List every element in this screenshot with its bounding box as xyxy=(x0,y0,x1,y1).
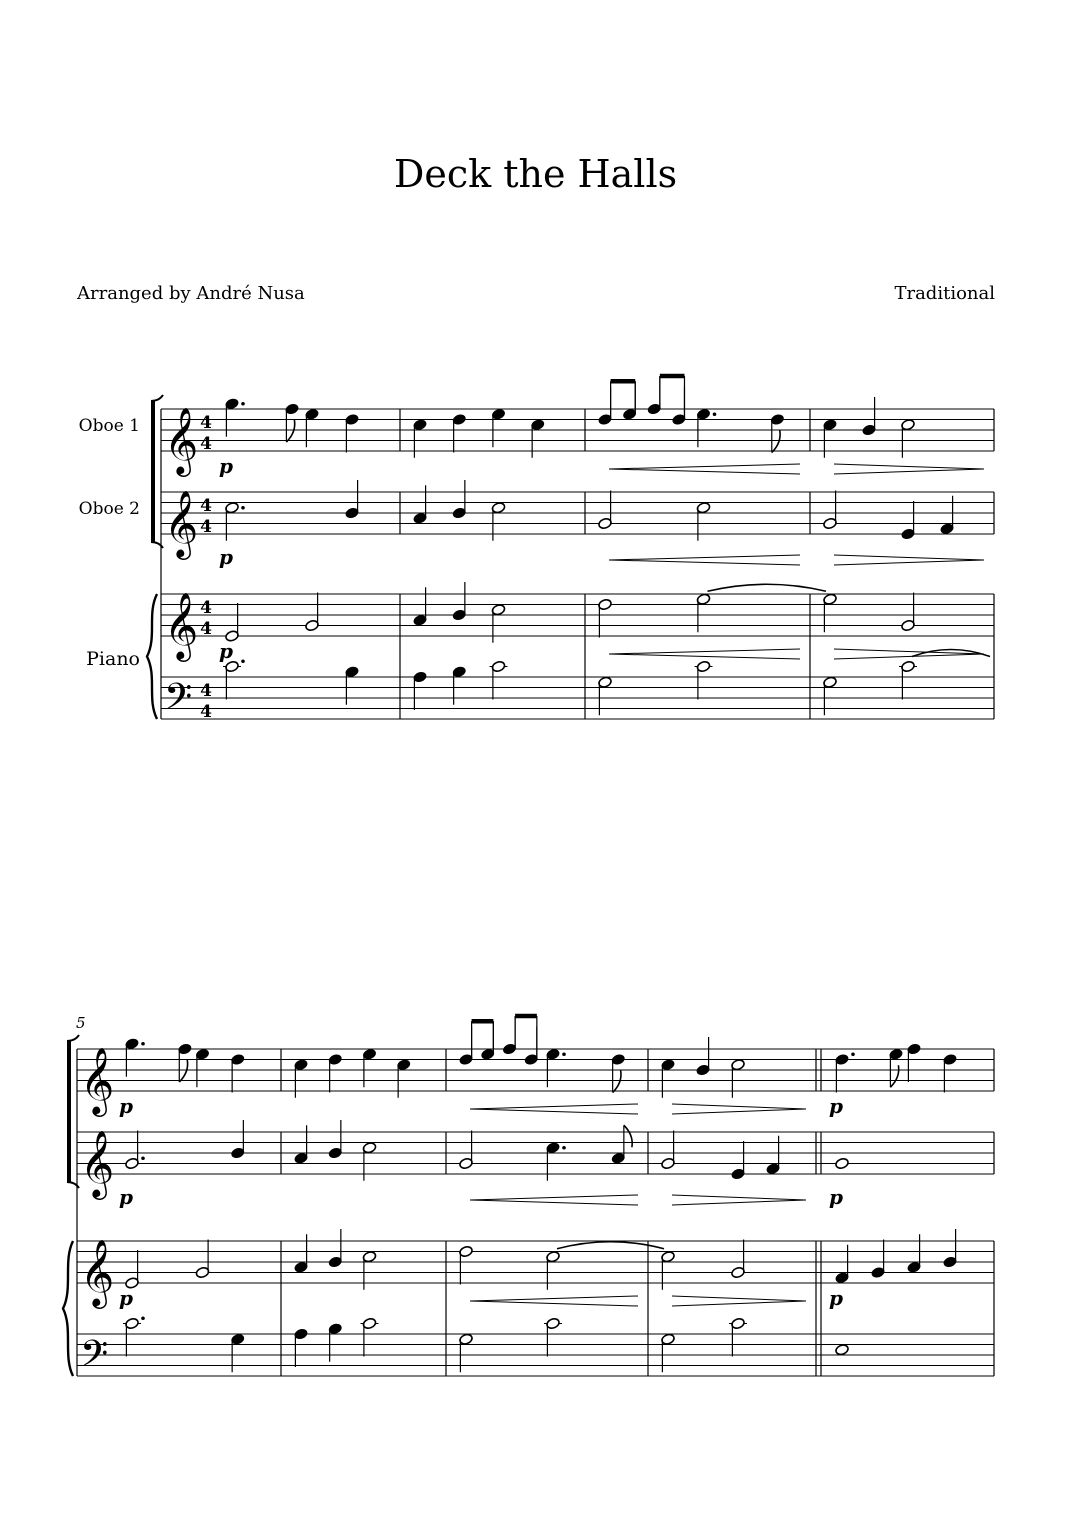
crescendo-hairpin xyxy=(609,654,800,659)
augmentation-dot xyxy=(141,1156,145,1160)
note-flag xyxy=(286,420,294,442)
time-signature-top: 4 xyxy=(200,496,212,516)
crescendo-hairpin xyxy=(609,464,800,469)
augmentation-dot xyxy=(241,402,245,406)
dynamic-piano: p xyxy=(829,1286,843,1310)
time-signature-top: 4 xyxy=(200,413,212,433)
bass-clef: 𝄢 xyxy=(80,1333,109,1384)
dynamic-piano: p xyxy=(219,639,233,663)
note-flag xyxy=(890,1065,898,1087)
dynamic-piano: p xyxy=(119,1185,133,1209)
instrument-label-oboe2: Oboe 2 xyxy=(78,499,140,519)
augmentation-dot xyxy=(713,412,717,416)
notation-layer xyxy=(63,376,994,1384)
diminuendo-hairpin xyxy=(834,560,984,565)
score-title: Deck the Halls xyxy=(393,152,678,196)
dynamic-piano: p xyxy=(219,545,233,569)
time-signature-bottom: 4 xyxy=(200,517,212,537)
treble-clef: 𝄞 xyxy=(164,591,199,659)
time-signature-bottom: 4 xyxy=(200,619,212,639)
dynamic-piano: p xyxy=(829,1094,843,1118)
notehead xyxy=(835,1343,850,1356)
diminuendo-hairpin xyxy=(672,1195,806,1200)
instrument-label-oboe1: Oboe 1 xyxy=(78,416,140,436)
instrument-label-piano: Piano xyxy=(86,648,140,670)
time-signature-top: 4 xyxy=(200,681,212,701)
augmentation-dot xyxy=(141,1042,145,1046)
oboe-bracket-hook xyxy=(151,395,163,401)
augmentation-dot xyxy=(562,1146,566,1150)
augmentation-dot xyxy=(241,506,245,510)
diminuendo-hairpin xyxy=(834,555,984,560)
diminuendo-hairpin xyxy=(672,1200,806,1205)
augmentation-dot xyxy=(851,1052,855,1056)
diminuendo-hairpin xyxy=(672,1104,806,1109)
diminuendo-hairpin xyxy=(672,1301,806,1306)
diminuendo-hairpin xyxy=(834,464,984,469)
notehead xyxy=(835,1157,850,1170)
dynamic-piano: p xyxy=(219,454,233,478)
crescendo-hairpin xyxy=(470,1195,638,1200)
crescendo-hairpin xyxy=(609,649,800,654)
tie-arc xyxy=(708,584,827,591)
note-flag xyxy=(613,1071,621,1093)
measure-number: 5 xyxy=(76,1014,86,1032)
diminuendo-hairpin xyxy=(834,654,984,659)
dynamic-piano: p xyxy=(119,1286,133,1310)
bass-clef: 𝄢 xyxy=(164,676,193,727)
piano-brace xyxy=(63,1241,73,1376)
crescendo-hairpin xyxy=(470,1301,638,1306)
diminuendo-hairpin xyxy=(672,1296,806,1301)
piano-brace xyxy=(147,594,157,719)
crescendo-hairpin xyxy=(609,560,800,565)
treble-clef: 𝄞 xyxy=(164,489,199,557)
dynamic-piano: p xyxy=(829,1185,843,1209)
arranger-credit: Arranged by André Nusa xyxy=(77,283,305,304)
diminuendo-hairpin xyxy=(834,469,984,474)
time-signature-bottom: 4 xyxy=(200,702,212,722)
diminuendo-hairpin xyxy=(672,1109,806,1114)
time-signature-top: 4 xyxy=(200,598,212,618)
crescendo-hairpin xyxy=(470,1200,638,1205)
treble-clef: 𝄞 xyxy=(80,1238,115,1306)
crescendo-hairpin xyxy=(609,555,800,560)
composer-credit: Traditional xyxy=(894,283,995,304)
augmentation-dot xyxy=(241,659,245,663)
crescendo-hairpin xyxy=(470,1296,638,1301)
time-signature-bottom: 4 xyxy=(200,434,212,454)
augmentation-dot xyxy=(562,1052,566,1056)
note-flag xyxy=(179,1060,187,1082)
augmentation-dot xyxy=(141,1316,145,1320)
treble-clef: 𝄞 xyxy=(164,406,199,474)
note-flag xyxy=(624,1125,632,1147)
crescendo-hairpin xyxy=(609,469,800,474)
dynamic-piano: p xyxy=(119,1094,133,1118)
crescendo-hairpin xyxy=(470,1104,638,1109)
crescendo-hairpin xyxy=(470,1109,638,1114)
note-flag xyxy=(772,431,780,453)
treble-clef: 𝄞 xyxy=(80,1129,115,1197)
oboe-bracket-hook xyxy=(67,1035,79,1041)
treble-clef: 𝄞 xyxy=(80,1046,115,1114)
